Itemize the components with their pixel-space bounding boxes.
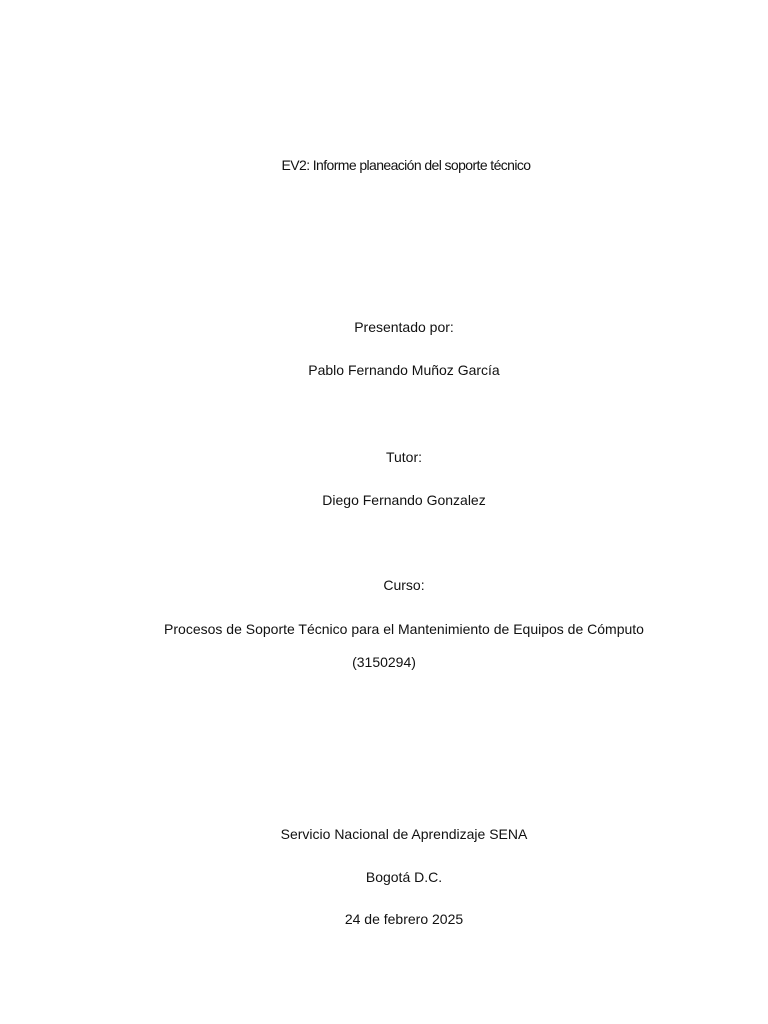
course-label: Curso: — [383, 577, 425, 593]
document-date: 24 de febrero 2025 — [344, 911, 464, 927]
document-title: EV2: Informe planeación del soporte técnico — [281, 157, 531, 173]
city: Bogotá D.C. — [365, 869, 443, 885]
presented-by-label: Presentado por: — [354, 319, 454, 335]
tutor-label: Tutor: — [385, 449, 423, 465]
course-code: (3150294) — [352, 654, 416, 670]
tutor-name: Diego Fernando Gonzalez — [322, 492, 486, 508]
course-name: Procesos de Soporte Técnico para el Mantenimiento de Equipos de Cómputo — [164, 621, 644, 637]
author-name: Pablo Fernando Muñoz García — [308, 362, 500, 378]
institution-name: Servicio Nacional de Aprendizaje SENA — [280, 826, 528, 842]
